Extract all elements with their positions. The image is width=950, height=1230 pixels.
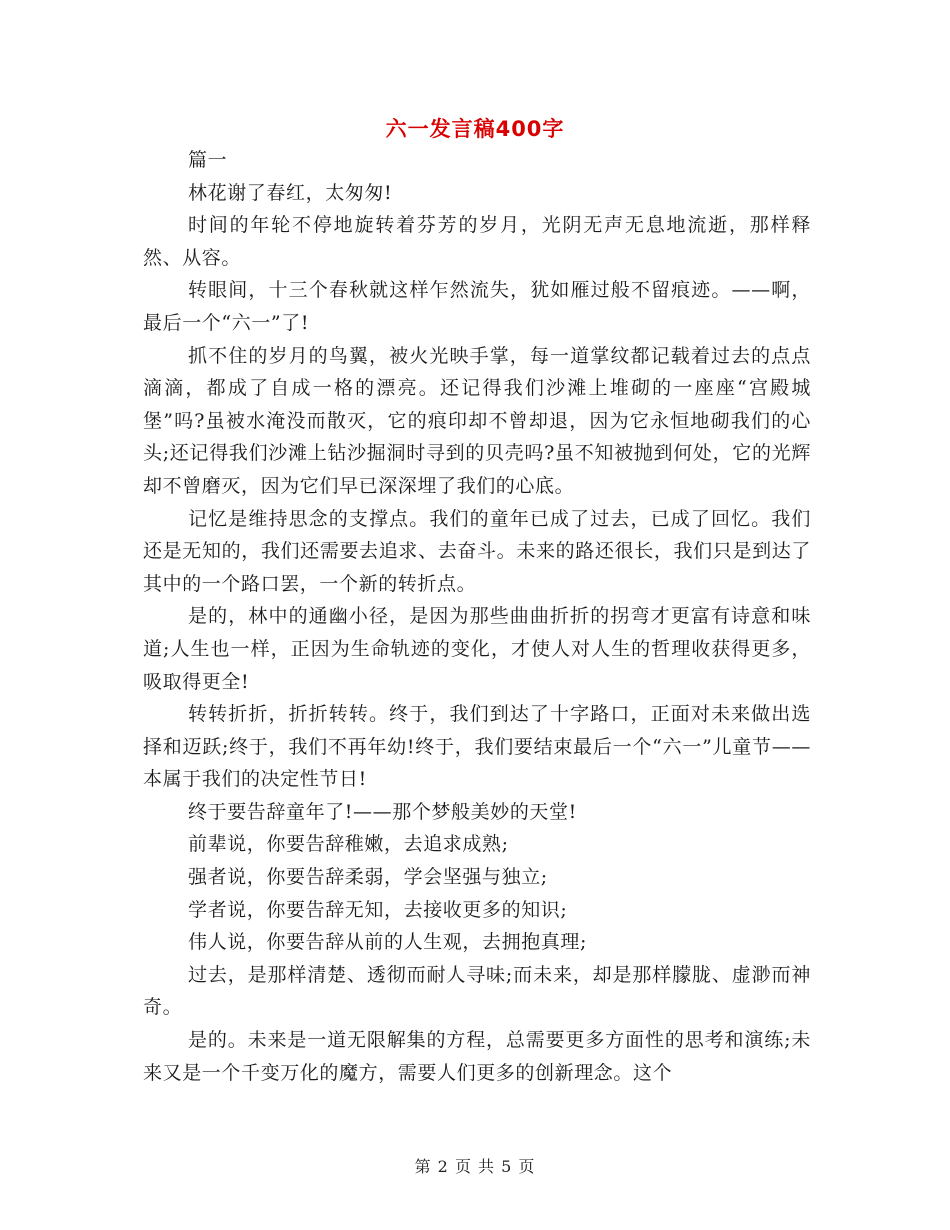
paragraph: 学者说，你要告辞无知，去接收更多的知识;: [188, 898, 568, 921]
paragraph: 林花谢了春红，太匆匆!: [188, 181, 393, 204]
document-title: 六一发言稿400字: [385, 117, 565, 141]
paragraph: 前辈说，你要告辞稚嫩，去追求成熟;: [188, 833, 509, 856]
paragraph: 伟人说，你要告辞从前的人生观，去拥抱真理;: [188, 931, 588, 954]
paragraph: 抓不住的岁月的鸟翼，被火光映手掌，每一道掌纹都记载着过去的点点滴滴，都成了自成一格的漂亮。还记得我们沙滩上堆砌的一座座“宫殿城堡”吗?虽被水淹没而散灭，它的痕印却不曾却退，因为它永恒地砌我们的心头;还记得我们沙滩上钻沙掘洞时寻到的贝壳吗?虽不知被抛到何处，它的光辉却不曾磨灭，因为它们早已深深埋了我们的心底。: [143, 344, 811, 497]
paragraph: 终于要告辞童年了!——那个梦般美妙的天堂!: [188, 800, 577, 823]
paragraph: 是的。未来是一道无限解集的方程，总需要更多方面性的思考和演练;未来又是一个千变万化的魔方，需要人们更多的创新理念。这个: [143, 1029, 811, 1084]
paragraph: 过去，是那样清楚、透彻而耐人寻味;而未来，却是那样朦胧、虚渺而神奇。: [143, 963, 811, 1019]
paragraph: 时间的年轮不停地旋转着芬芳的岁月，光阴无声无息地流逝，那样释然、从容。: [143, 214, 811, 269]
document-body: [143, 144, 811, 1089]
paragraph: 强者说，你要告辞柔弱，学会坚强与独立;: [188, 866, 548, 889]
paragraph: 篇一: [188, 149, 228, 171]
paragraph: 转眼间，十三个春秋就这样乍然流失，犹如雁过般不留痕迹。——啊，最后一个“六一”了!: [143, 279, 811, 334]
page-footer: 第 2 页 共 5 页: [414, 1157, 536, 1176]
paragraph: 记忆是维持思念的支撑点。我们的童年已成了过去，已成了回忆。我们还是无知的，我们还需要去追求、去奋斗。未来的路还很长，我们只是到达了其中的一个路口罢，一个新的转折点。: [143, 507, 811, 595]
paragraph: 转转折折，折折转转。终于，我们到达了十字路口，正面对未来做出选择和迈跃;终于，我们不再年幼!终于，我们要结束最后一个“六一”儿童节——本属于我们的决定性节日!: [143, 703, 811, 791]
paragraph: 是的，林中的通幽小径，是因为那些曲曲折折的拐弯才更富有诗意和味道;人生也一样，正因为生命轨迹的变化，才使人对人生的哲理收获得更多，吸取得更全!: [143, 605, 811, 693]
